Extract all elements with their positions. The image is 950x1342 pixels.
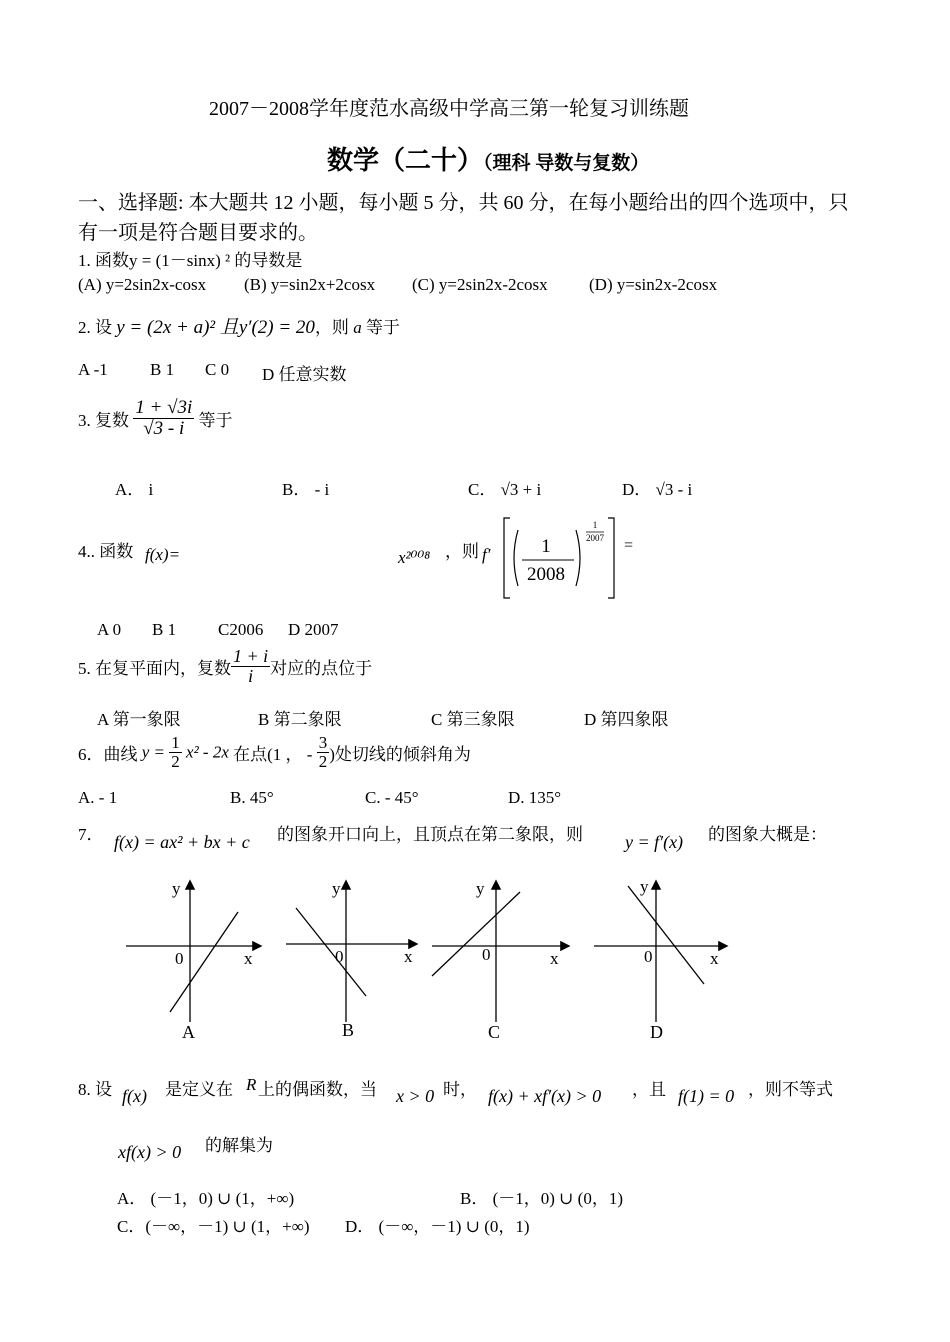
- q3-option-a: A． i: [115, 480, 154, 499]
- graph-d-label: D: [650, 1022, 663, 1042]
- q8-mid3: 时，: [443, 1080, 477, 1099]
- section-line-2: 有一项是符合题目要求的。: [78, 222, 318, 244]
- q5-numerator: 1 + i: [233, 646, 269, 666]
- graph-b: [286, 879, 416, 1040]
- q2-suffix: ，则: [314, 318, 349, 337]
- graph-b-label: B: [342, 1020, 355, 1040]
- q8-option-c: C．(－∞，－1) ∪ (1，+∞): [117, 1217, 310, 1236]
- q5-fraction: [231, 647, 270, 686]
- q4-bracket-expression: [498, 512, 648, 604]
- q8-ineq-tail: 的解集为: [205, 1136, 273, 1155]
- q6-point-fraction: [317, 734, 330, 771]
- q5-option-d: D 第四象限: [584, 710, 669, 729]
- q4-exp-num: 1: [592, 520, 598, 530]
- title-sub: （理科 导数与复数）: [483, 153, 650, 174]
- q6-option-b: B. 45°: [230, 788, 274, 807]
- q2-var: a: [353, 318, 362, 337]
- q1-option-a: (A) y=2sin2x-cosx: [78, 275, 207, 294]
- q8-option-b: B． (－1，0) ∪ (0，1): [460, 1189, 623, 1208]
- q2-option-a: A -1: [78, 360, 108, 379]
- q8-prefix: 8. 设: [78, 1080, 112, 1099]
- q4-fx: f(x)=: [145, 545, 181, 564]
- graph-c-origin: 0: [482, 945, 491, 964]
- graph-b-origin: 0: [335, 947, 344, 966]
- q7-tail: 的图象大概是：: [708, 825, 827, 844]
- top-line: 2007－2008学年度范水高级中学高三第一轮复习训练题: [209, 98, 689, 120]
- q8-option-d: D． (－∞，－1) ∪ (0，1): [345, 1217, 530, 1236]
- graph-a-y-label: y: [172, 879, 181, 898]
- q8-mid4: ，且: [632, 1080, 666, 1099]
- graph-d: [594, 877, 726, 1042]
- q4-num: 1: [541, 536, 551, 557]
- q3-denominator: √3 - i: [143, 417, 185, 439]
- q4-option-c: C2006: [218, 620, 264, 639]
- q6-stem: [78, 734, 471, 771]
- q5-option-a: A 第一象限: [97, 710, 181, 729]
- q5-denominator: i: [248, 665, 254, 686]
- q5-prefix: 5. 在复平面内，复数: [78, 658, 231, 678]
- q7-mid: 的图象开口向上，且顶点在第二象限，则: [277, 825, 583, 844]
- q6-frac-num: 1: [171, 733, 180, 752]
- title-main: 数学（二十）: [327, 146, 484, 175]
- graph-d-y-label: y: [640, 877, 649, 896]
- q6-prefix: 6．曲线: [78, 744, 138, 764]
- graph-a-label: A: [182, 1022, 195, 1042]
- q3-option-d: D． √3 - i: [622, 480, 693, 499]
- graph-c-y-label: y: [476, 879, 485, 898]
- graph-d-origin: 0: [644, 947, 653, 966]
- q6-formula-post: x² - 2x: [186, 742, 229, 762]
- q8-cond2: f(x) + xf′(x) > 0: [488, 1086, 602, 1106]
- q3-fraction: [133, 398, 194, 439]
- q3-stem: [78, 398, 233, 439]
- q1-stem: 1. 函数y = (1－sinx) ² 的导数是: [78, 251, 303, 270]
- q7-prefix: 7．: [78, 825, 104, 844]
- q4-option-d: D 2007: [288, 620, 339, 639]
- q7-formula: f(x) = ax² + bx + c: [114, 832, 250, 852]
- q6-option-c: C. - 45°: [365, 788, 419, 807]
- graph-a-x-label: x: [244, 949, 253, 968]
- q3-numerator: 1 + √3i: [135, 397, 193, 418]
- q6-formula-pre: y =: [141, 742, 166, 762]
- graph-a-origin: 0: [175, 949, 184, 968]
- q6-fraction: [169, 734, 182, 771]
- q2-prefix: 2. 设: [78, 318, 112, 337]
- q5-option-b: B 第二象限: [258, 710, 342, 729]
- q6-frac-den: 2: [171, 751, 180, 771]
- q8-cond3: f(1) = 0: [678, 1086, 735, 1106]
- q4-den: 2008: [527, 564, 565, 585]
- q2-formula: y = (2x + a)² 且y′(2) = 20: [116, 317, 315, 338]
- q1-option-c: (C) y=2sin2x-2cosx: [412, 275, 548, 294]
- q7-graphs: [120, 872, 740, 1047]
- q6-tail: )处切线的倾斜角为: [329, 744, 471, 764]
- q3-option-b: B． - i: [282, 480, 330, 499]
- q2-option-b: B 1: [150, 360, 175, 379]
- q4-eq: =: [624, 537, 634, 554]
- q2-stem: [78, 312, 400, 339]
- graph-b-x-label: x: [404, 947, 413, 966]
- graph-c: [432, 879, 568, 1042]
- section-line-1: 一、选择题: 本大题共 12 小题，每小题 5 分，共 60 分，在每小题给出的四个选项中，只: [78, 192, 849, 214]
- q6-point-den: 2: [318, 751, 328, 771]
- q2-tail: 等于: [365, 318, 400, 337]
- q1-option-b: (B) y=sin2x+2cosx: [244, 275, 376, 294]
- q4-option-b: B 1: [152, 620, 177, 639]
- q1-option-d: (D) y=sin2x-2cosx: [589, 275, 718, 294]
- q5-tail: 对应的点位于: [270, 658, 373, 678]
- q4-fprime: f′: [482, 545, 491, 564]
- graph-b-y-label: y: [332, 879, 341, 898]
- q2-option-c: C 0: [205, 360, 230, 379]
- q2-option-d: D 任意实数: [262, 365, 347, 384]
- q4-option-a: A 0: [97, 620, 122, 639]
- graph-a: [126, 879, 260, 1042]
- q3-prefix: 3. 复数: [78, 410, 129, 430]
- q4-prefix: 4.. 函数: [78, 542, 134, 561]
- q6-option-a: A. - 1: [78, 788, 118, 807]
- q8-ineq: xf(x) > 0: [118, 1142, 182, 1162]
- q3-tail: 等于: [198, 410, 233, 430]
- q3-option-c: C． √3 + i: [468, 480, 542, 499]
- page-title: [327, 140, 649, 177]
- q8-mid1: 是定义在: [165, 1080, 233, 1099]
- q4-exp-den: 2007: [586, 533, 604, 543]
- q8-option-a: A． (－1，0) ∪ (1，+∞): [117, 1189, 295, 1208]
- q8-cond1: x > 0: [396, 1086, 435, 1106]
- q8-mid2: 上的偶函数，当: [258, 1080, 377, 1099]
- q4-then: ，则: [445, 542, 479, 561]
- q4-xpow: x²⁰⁰⁸: [398, 548, 431, 567]
- q8-R: R: [246, 1075, 257, 1094]
- graph-d-x-label: x: [710, 949, 719, 968]
- q7-formula2: y = f′(x): [625, 832, 684, 852]
- q6-option-d: D. 135°: [508, 788, 562, 807]
- graph-c-x-label: x: [550, 949, 559, 968]
- q5-stem: [78, 647, 372, 686]
- q8-fx: f(x): [122, 1086, 147, 1106]
- graph-c-label: C: [488, 1022, 501, 1042]
- q8-tail: ，则不等式: [748, 1080, 833, 1099]
- q6-point-num: 3: [318, 733, 328, 752]
- q5-option-c: C 第三象限: [431, 710, 515, 729]
- q6-mid: 在点(1 ， -: [233, 744, 313, 764]
